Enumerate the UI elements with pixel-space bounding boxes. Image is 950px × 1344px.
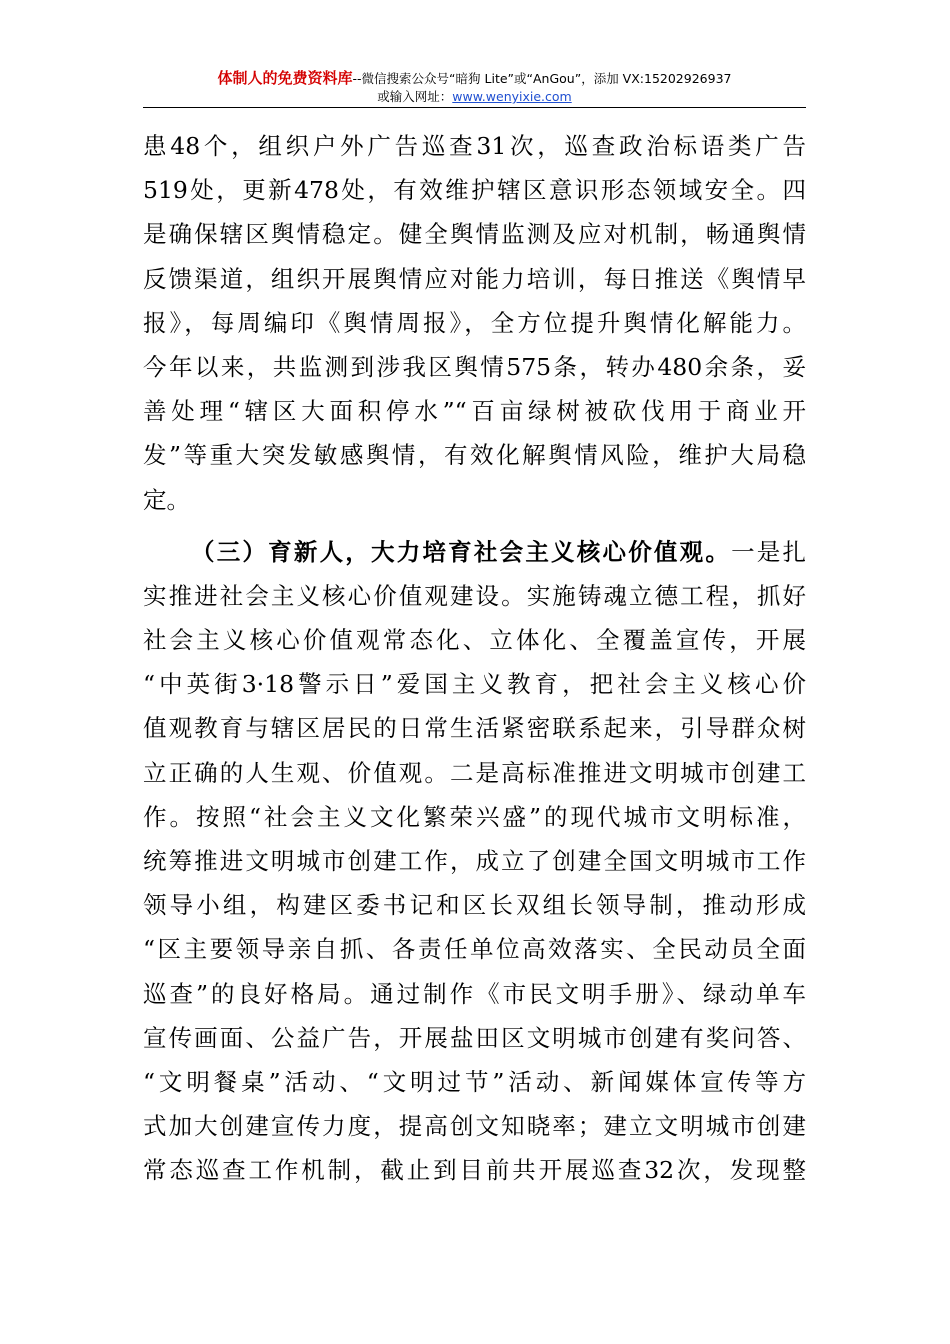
text-line: 常态巡查工作机制，截止到目前共开展巡查32次，发现整	[143, 1156, 806, 1185]
header-line-1	[143, 70, 806, 88]
text-line: 善处理“辖区大面积停水”“百亩绿树被砍伐用于商业开	[143, 397, 806, 426]
text-line: 宣传画面、公益广告，开展盐田区文明城市创建有奖问答、	[143, 1023, 806, 1052]
text-line: 今年以来，共监测到涉我区舆情575条，转办480余条，妥	[143, 352, 806, 381]
text-run: 一是扎	[731, 537, 807, 566]
text-line: “中英街3·18警示日”爱国主义教育，把社会主义核心价	[143, 670, 806, 699]
text-line: 反馈渠道，组织开展舆情应对能力培训，每日推送《舆情早	[143, 264, 806, 293]
text-line: 报》，每周编印《舆情周报》，全方位提升舆情化解能力。	[143, 308, 806, 337]
text-line: 是确保辖区舆情稳定。健全舆情监测及应对机制，畅通舆情	[143, 220, 806, 249]
header-url-label: 或输入网址：	[377, 89, 453, 104]
document-body	[143, 124, 806, 1193]
text-line: 作。按照“社会主义文化繁荣兴盛”的现代城市文明标准，	[143, 802, 806, 831]
paragraph-2	[143, 530, 806, 1193]
section-heading: （三）育新人，大力培育社会主义核心价值观。	[191, 537, 732, 566]
text-line: 值观教育与辖区居民的日常生活紧密联系起来，引导群众树	[143, 714, 806, 743]
header-note: --微信搜索公众号“暗狗 Lite”或“AnGou”，添加 VX:15202926937	[352, 71, 732, 86]
text-line: “文明餐桌”活动、“文明过节”活动、新闻媒体宣传等方	[143, 1067, 806, 1096]
paragraph-1	[143, 124, 806, 522]
text-line: 社会主义核心价值观常态化、立体化、全覆盖宣传，开展	[143, 626, 806, 655]
text-line: 实推进社会主义核心价值观建设。实施铸魂立德工程，抓好	[143, 581, 806, 610]
text-line: 式加大创建宣传力度，提高创文知晓率；建立文明城市创建	[143, 1112, 806, 1141]
header-url-link[interactable]: www.wenyixie.com	[452, 89, 572, 104]
text-line: 领导小组，构建区委书记和区长双组长领导制，推动形成	[143, 891, 806, 920]
section-heading-line	[143, 530, 806, 574]
header-line-2	[143, 88, 806, 105]
header-brand: 体制人的免费资料库	[217, 69, 353, 87]
page-header	[143, 70, 806, 105]
paragraph-gap	[143, 522, 806, 530]
text-line: 统筹推进文明城市创建工作，成立了创建全国文明城市工作	[143, 847, 806, 875]
text-line: 立正确的人生观、价值观。二是高标准推进文明城市创建工	[143, 758, 806, 787]
text-line: 巡查”的良好格局。通过制作《市民文明手册》、绿动单车	[143, 979, 806, 1008]
text-line: 发”等重大突发敏感舆情，有效化解舆情风险，维护大局稳	[143, 441, 806, 470]
text-line: 519处，更新478处，有效维护辖区意识形态领域安全。四	[143, 176, 806, 205]
header-divider	[143, 107, 806, 108]
text-line: 患48个，组织户外广告巡查31次，巡查政治标语类广告	[143, 132, 806, 160]
text-line: “区主要领导亲自抓、各责任单位高效落实、全民动员全面	[143, 935, 806, 964]
text-line: 定。	[143, 485, 190, 514]
